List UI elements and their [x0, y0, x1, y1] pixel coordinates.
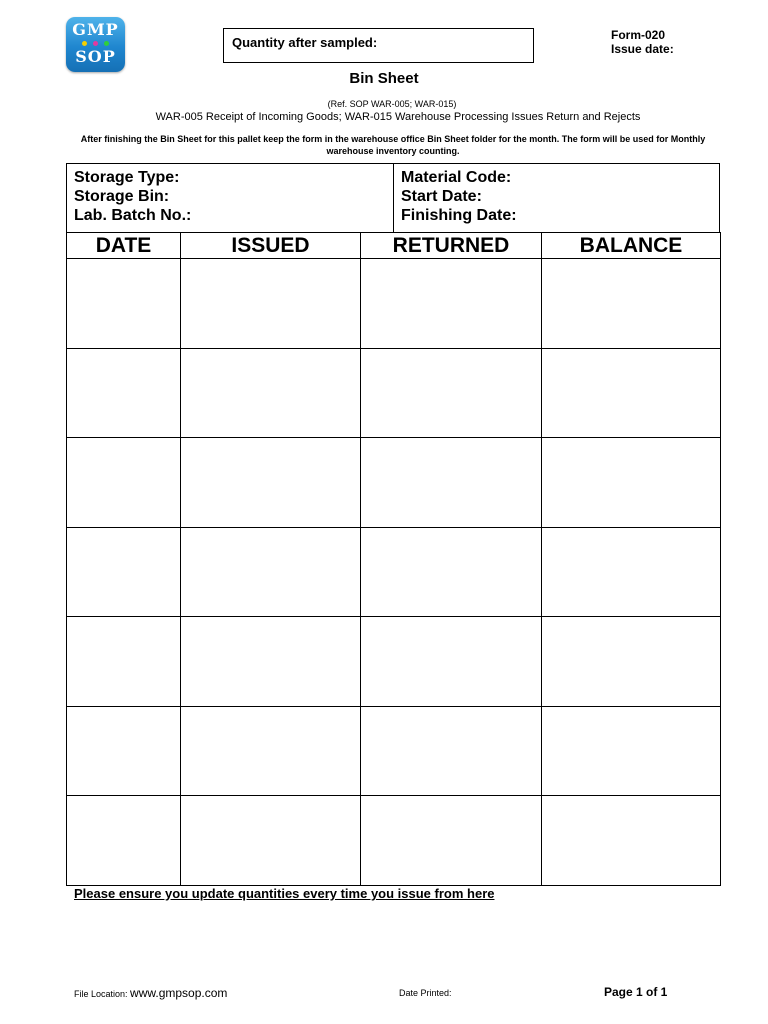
- table-header-row: [67, 233, 721, 259]
- quantity-after-sampled-label: Quantity after sampled:: [232, 35, 378, 50]
- column-header-balance: BALANCE: [542, 233, 721, 259]
- column-header-returned: RETURNED: [361, 233, 542, 259]
- balance-entry-cell[interactable]: [542, 259, 721, 349]
- material-info-box[interactable]: [393, 163, 720, 233]
- logo-dot-magenta: [93, 41, 98, 46]
- logo-dot-yellow: [82, 41, 87, 46]
- start-date-label: Start Date:: [401, 188, 482, 205]
- date-entry-cell[interactable]: [67, 706, 181, 796]
- table-row: [67, 438, 721, 528]
- returned-entry-cell[interactable]: [361, 438, 542, 528]
- logo-dot-green: [104, 41, 109, 46]
- table-row: [67, 348, 721, 438]
- issued-entry-cell[interactable]: [181, 527, 361, 617]
- returned-entry-cell[interactable]: [361, 796, 542, 886]
- file-location-label: File Location:: [74, 989, 128, 999]
- table-row: [67, 706, 721, 796]
- returned-entry-cell[interactable]: [361, 259, 542, 349]
- page-number: Page 1 of 1: [604, 985, 668, 999]
- page-title: Bin Sheet: [349, 70, 419, 87]
- returned-entry-cell[interactable]: [361, 527, 542, 617]
- instructions-notice: After finishing the Bin Sheet for this pallet keep the form in the warehouse office Bin Sheet folder for the month. The form will be used for Monthly warehouse inventory counting.: [80, 134, 706, 156]
- form-id-block: [611, 28, 674, 56]
- issued-entry-cell[interactable]: [181, 259, 361, 349]
- returned-entry-cell[interactable]: [361, 348, 542, 438]
- gmp-sop-logo: [66, 17, 125, 72]
- issued-entry-cell[interactable]: [181, 796, 361, 886]
- material-code-label: Material Code:: [401, 169, 512, 186]
- storage-info-box[interactable]: [66, 163, 393, 233]
- storage-type-label: Storage Type:: [74, 169, 180, 186]
- balance-entry-cell[interactable]: [542, 527, 721, 617]
- column-header-date: DATE: [67, 233, 181, 259]
- date-printed-label: Date Printed:: [399, 988, 452, 998]
- quantity-after-sampled-field[interactable]: [223, 28, 534, 63]
- issued-entry-cell[interactable]: [181, 617, 361, 707]
- logo-line-2: SOP: [75, 47, 116, 66]
- issue-date-label: Issue date:: [611, 42, 674, 56]
- table-row: [67, 617, 721, 707]
- bin-sheet-table: [66, 232, 721, 886]
- balance-entry-cell[interactable]: [542, 706, 721, 796]
- logo-line-1: GMP: [72, 20, 119, 39]
- update-reminder: Please ensure you update quantities every time you issue from here: [74, 886, 495, 901]
- column-header-issued: ISSUED: [181, 233, 361, 259]
- finishing-date-label: Finishing Date:: [401, 207, 517, 224]
- date-entry-cell[interactable]: [67, 796, 181, 886]
- file-location: [74, 986, 227, 1000]
- balance-entry-cell[interactable]: [542, 348, 721, 438]
- balance-entry-cell[interactable]: [542, 796, 721, 886]
- balance-entry-cell[interactable]: [542, 438, 721, 528]
- issued-entry-cell[interactable]: [181, 438, 361, 528]
- issued-entry-cell[interactable]: [181, 706, 361, 796]
- lab-batch-label: Lab. Batch No.:: [74, 207, 192, 224]
- war-reference-line: WAR-005 Receipt of Incoming Goods; WAR-015 Warehouse Processing Issues Return and Rejects: [155, 111, 641, 123]
- issued-entry-cell[interactable]: [181, 348, 361, 438]
- table-row: [67, 259, 721, 349]
- table-body: [67, 259, 721, 886]
- returned-entry-cell[interactable]: [361, 617, 542, 707]
- balance-entry-cell[interactable]: [542, 617, 721, 707]
- date-entry-cell[interactable]: [67, 617, 181, 707]
- date-entry-cell[interactable]: [67, 438, 181, 528]
- date-entry-cell[interactable]: [67, 259, 181, 349]
- storage-bin-label: Storage Bin:: [74, 188, 170, 205]
- form-number: Form-020: [611, 28, 666, 42]
- table-row: [67, 527, 721, 617]
- date-entry-cell[interactable]: [67, 527, 181, 617]
- returned-entry-cell[interactable]: [361, 706, 542, 796]
- sop-reference: (Ref. SOP WAR-005; WAR-015): [327, 99, 457, 109]
- file-location-url[interactable]: www.gmpsop.com: [130, 986, 228, 1000]
- table-row: [67, 796, 721, 886]
- date-entry-cell[interactable]: [67, 348, 181, 438]
